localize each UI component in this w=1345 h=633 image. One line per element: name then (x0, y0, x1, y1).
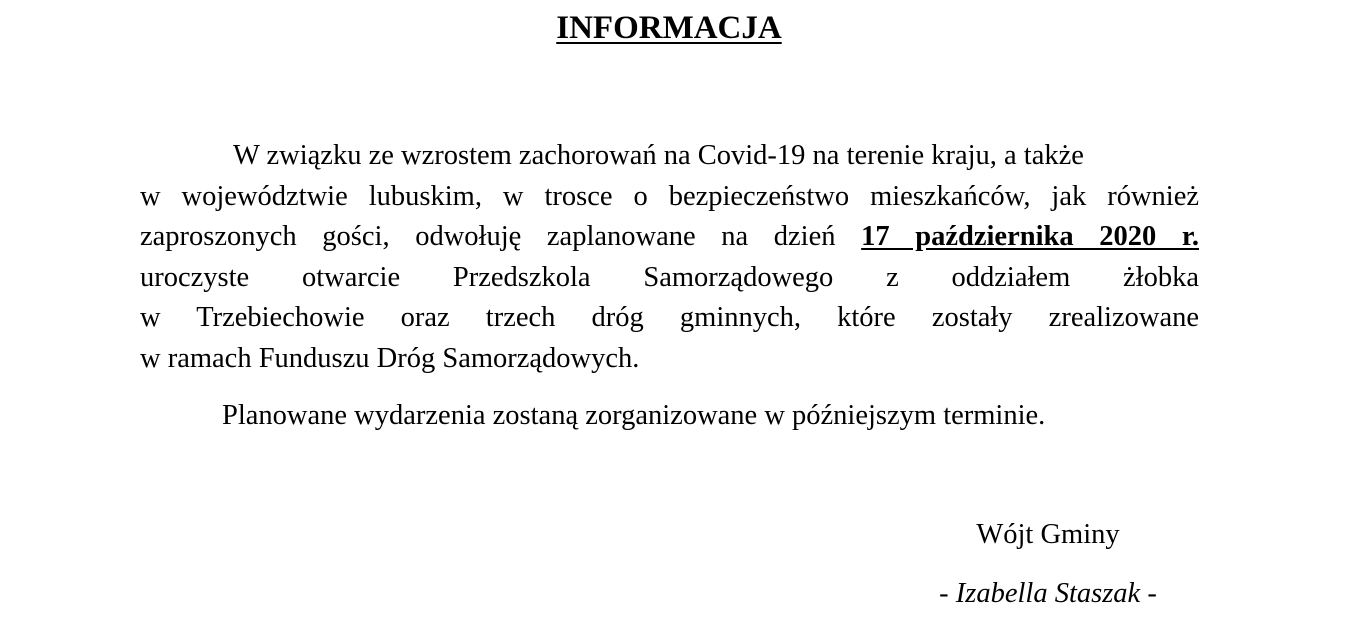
signature-name-text: Izabella Staszak (955, 578, 1141, 609)
document-title-text: INFORMACJA (556, 10, 782, 46)
signature-dash-open: - (939, 578, 956, 609)
paragraph-line: w województwie lubuskim, w trosce o bezpieczeństwo mieszkańców, jak również (140, 180, 1199, 212)
signature-title: Wójt Gminy (976, 519, 1120, 550)
paragraph-line-with-date (140, 217, 1199, 258)
paragraph-line: uroczyste otwarcie Przedszkola Samorządowego z oddziałem żłobka (140, 261, 1199, 293)
paragraph-main (140, 136, 1199, 379)
paragraph-secondary: Planowane wydarzenia zostaną zorganizowane w późniejszym terminie. (222, 400, 1046, 431)
paragraph-line: w Trzebiechowie oraz trzech dróg gminnych, które zostały zrealizowane (140, 302, 1199, 333)
document-title (0, 8, 1338, 48)
paragraph-line: w ramach Funduszu Dróg Samorządowych. (140, 342, 640, 374)
event-date: 17 października 2020 r. (861, 221, 1200, 252)
paragraph-line: W związku ze wzrostem zachorowań na Covid-19 na terenie kraju, a także (233, 140, 1084, 171)
paragraph-text: zaproszonych gości, odwołuję zaplanowane na dzień (140, 221, 836, 252)
signature-dash-close: - (1140, 578, 1157, 609)
signature-name (900, 574, 1196, 614)
